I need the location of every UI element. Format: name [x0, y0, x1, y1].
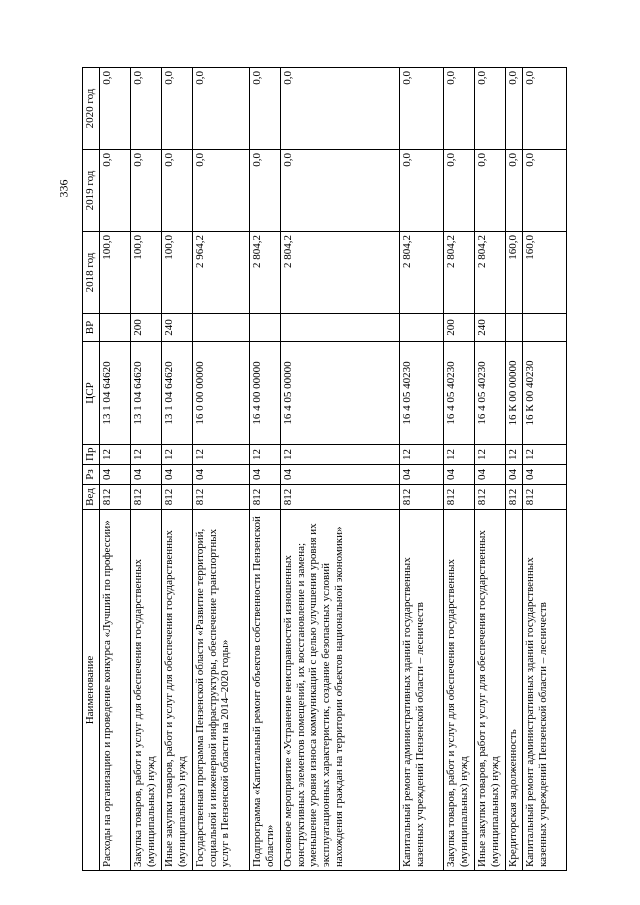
- table-row: [506, 68, 523, 871]
- cell-2019: 0,0: [281, 150, 400, 232]
- cell-2020: 0,0: [475, 68, 506, 150]
- cell-name: Капитальный ремонт административных зданий государственных казенных учреждений Пензенской области – лесничеств: [523, 510, 567, 871]
- cell-rz: 04: [131, 465, 162, 485]
- cell-csr: 13 1 04 64620: [100, 342, 131, 445]
- cell-rz: 04: [475, 465, 506, 485]
- table-row: [475, 68, 506, 871]
- cell-2018: 2 804,2: [444, 232, 475, 314]
- table-row: [193, 68, 250, 871]
- cell-name: Иные закупки товаров, работ и услуг для обеспечения государственных (муниципальных) нужд: [162, 510, 193, 871]
- cell-pr: 12: [400, 445, 444, 465]
- cell-rz: 04: [506, 465, 523, 485]
- cell-2019: 0,0: [475, 150, 506, 232]
- cell-ved: 812: [193, 485, 250, 510]
- cell-2019: 0,0: [162, 150, 193, 232]
- cell-pr: 12: [444, 445, 475, 465]
- cell-2020: 0,0: [444, 68, 475, 150]
- table-row: [444, 68, 475, 871]
- cell-name: Иные закупки товаров, работ и услуг для обеспечения государственных (муниципальных) нужд: [475, 510, 506, 871]
- header-2019: 2019 год: [83, 150, 100, 232]
- cell-2020: 0,0: [100, 68, 131, 150]
- cell-2019: 0,0: [523, 150, 567, 232]
- table-row: [523, 68, 567, 871]
- cell-ved: 812: [100, 485, 131, 510]
- cell-csr: 16 4 05 40230: [400, 342, 444, 445]
- cell-vr: [193, 314, 250, 342]
- cell-2018: 100,0: [131, 232, 162, 314]
- cell-rz: 04: [400, 465, 444, 485]
- cell-vr: [100, 314, 131, 342]
- cell-name: Подпрограмма «Капитальный ремонт объектов собственности Пензенской области»: [250, 510, 281, 871]
- cell-name: Расходы на организацию и проведение конкурса «Лучший по профессии»: [100, 510, 131, 871]
- cell-pr: 12: [250, 445, 281, 465]
- table-row: [400, 68, 444, 871]
- table-header-row: [83, 68, 100, 871]
- cell-rz: 04: [444, 465, 475, 485]
- cell-csr: 16 К 00 40230: [523, 342, 567, 445]
- header-csr: ЦСР: [83, 342, 100, 445]
- header-vr: ВР: [83, 314, 100, 342]
- cell-2018: 2 804,2: [400, 232, 444, 314]
- cell-name: Капитальный ремонт административных зданий государственных казенных учреждений Пензенской области – лесничеств: [400, 510, 444, 871]
- cell-vr: [400, 314, 444, 342]
- cell-ved: 812: [506, 485, 523, 510]
- cell-rz: 04: [193, 465, 250, 485]
- cell-name: Основное мероприятие «Устранение неисправностей изношенных конструктивных элементов помещений, их восстановление и замена; уменьшение уровня износа коммуникаций с целью улучшения уровня их эксплуатационных характеристик, создание безопасных условий нахождения граждан на территории объектов национальной экономики»: [281, 510, 400, 871]
- cell-ved: 812: [475, 485, 506, 510]
- table-row: [131, 68, 162, 871]
- rotated-table-container: [82, 68, 617, 871]
- cell-csr: 13 1 04 64620: [131, 342, 162, 445]
- cell-vr: [250, 314, 281, 342]
- cell-2018: 160,0: [506, 232, 523, 314]
- cell-2018: 2 804,2: [250, 232, 281, 314]
- cell-2018: 2 804,2: [475, 232, 506, 314]
- budget-table-frame: [82, 68, 617, 871]
- cell-pr: 12: [475, 445, 506, 465]
- cell-2020: 0,0: [523, 68, 567, 150]
- cell-pr: 12: [162, 445, 193, 465]
- header-name: Наименование: [83, 510, 100, 871]
- cell-pr: 12: [523, 445, 567, 465]
- cell-csr: 16 4 05 40230: [475, 342, 506, 445]
- page-number: [54, 168, 74, 208]
- header-rz: Рз: [83, 465, 100, 485]
- cell-2020: 0,0: [193, 68, 250, 150]
- cell-2018: 2 804,2: [281, 232, 400, 314]
- cell-rz: 04: [523, 465, 567, 485]
- cell-2019: 0,0: [193, 150, 250, 232]
- cell-2019: 0,0: [400, 150, 444, 232]
- cell-ved: 812: [162, 485, 193, 510]
- cell-2018: 100,0: [100, 232, 131, 314]
- cell-ved: 812: [444, 485, 475, 510]
- header-pr: Пр: [83, 445, 100, 465]
- cell-rz: 04: [250, 465, 281, 485]
- cell-2019: 0,0: [131, 150, 162, 232]
- budget-table: [82, 67, 567, 871]
- cell-2018: 160,0: [523, 232, 567, 314]
- table-row: [100, 68, 131, 871]
- cell-pr: 12: [131, 445, 162, 465]
- cell-vr: [281, 314, 400, 342]
- header-ved: Вед: [83, 485, 100, 510]
- cell-csr: 16 4 00 00000: [250, 342, 281, 445]
- cell-2020: 0,0: [281, 68, 400, 150]
- cell-2018: 100,0: [162, 232, 193, 314]
- cell-vr: 200: [131, 314, 162, 342]
- cell-vr: 240: [162, 314, 193, 342]
- cell-pr: 12: [100, 445, 131, 465]
- cell-2020: 0,0: [162, 68, 193, 150]
- cell-name: Кредиторская задолженность: [506, 510, 523, 871]
- cell-pr: 12: [281, 445, 400, 465]
- cell-2019: 0,0: [100, 150, 131, 232]
- table-row: [162, 68, 193, 871]
- cell-rz: 04: [100, 465, 131, 485]
- cell-2020: 0,0: [250, 68, 281, 150]
- cell-2020: 0,0: [506, 68, 523, 150]
- cell-2019: 0,0: [250, 150, 281, 232]
- page-number-text: 336: [56, 179, 71, 197]
- cell-2020: 0,0: [400, 68, 444, 150]
- cell-vr: [523, 314, 567, 342]
- cell-ved: 812: [281, 485, 400, 510]
- cell-ved: 812: [250, 485, 281, 510]
- cell-ved: 812: [400, 485, 444, 510]
- cell-vr: 200: [444, 314, 475, 342]
- cell-pr: 12: [193, 445, 250, 465]
- cell-pr: 12: [506, 445, 523, 465]
- cell-csr: 16 К 00 00000: [506, 342, 523, 445]
- cell-rz: 04: [162, 465, 193, 485]
- cell-2018: 2 964,2: [193, 232, 250, 314]
- cell-name: Закупка товаров, работ и услуг для обеспечения государственных (муниципальных) нужд: [444, 510, 475, 871]
- header-2020: 2020 год: [83, 68, 100, 150]
- cell-vr: 240: [475, 314, 506, 342]
- cell-csr: 16 4 05 00000: [281, 342, 400, 445]
- cell-2020: 0,0: [131, 68, 162, 150]
- cell-ved: 812: [523, 485, 567, 510]
- table-row: [250, 68, 281, 871]
- cell-rz: 04: [281, 465, 400, 485]
- cell-csr: 16 4 05 40230: [444, 342, 475, 445]
- cell-2019: 0,0: [444, 150, 475, 232]
- header-2018: 2018 год: [83, 232, 100, 314]
- cell-2019: 0,0: [506, 150, 523, 232]
- table-row: [281, 68, 400, 871]
- cell-ved: 812: [131, 485, 162, 510]
- cell-csr: 13 1 04 64620: [162, 342, 193, 445]
- cell-csr: 16 0 00 00000: [193, 342, 250, 445]
- cell-vr: [506, 314, 523, 342]
- cell-name: Государственная программа Пензенской области «Развитие территорий, социальной и инженерной инфраструктуры, обеспечение транспортных услуг в Пензенской области на 2014–2020 годы»: [193, 510, 250, 871]
- cell-name: Закупка товаров, работ и услуг для обеспечения государственных (муниципальных) нужд: [131, 510, 162, 871]
